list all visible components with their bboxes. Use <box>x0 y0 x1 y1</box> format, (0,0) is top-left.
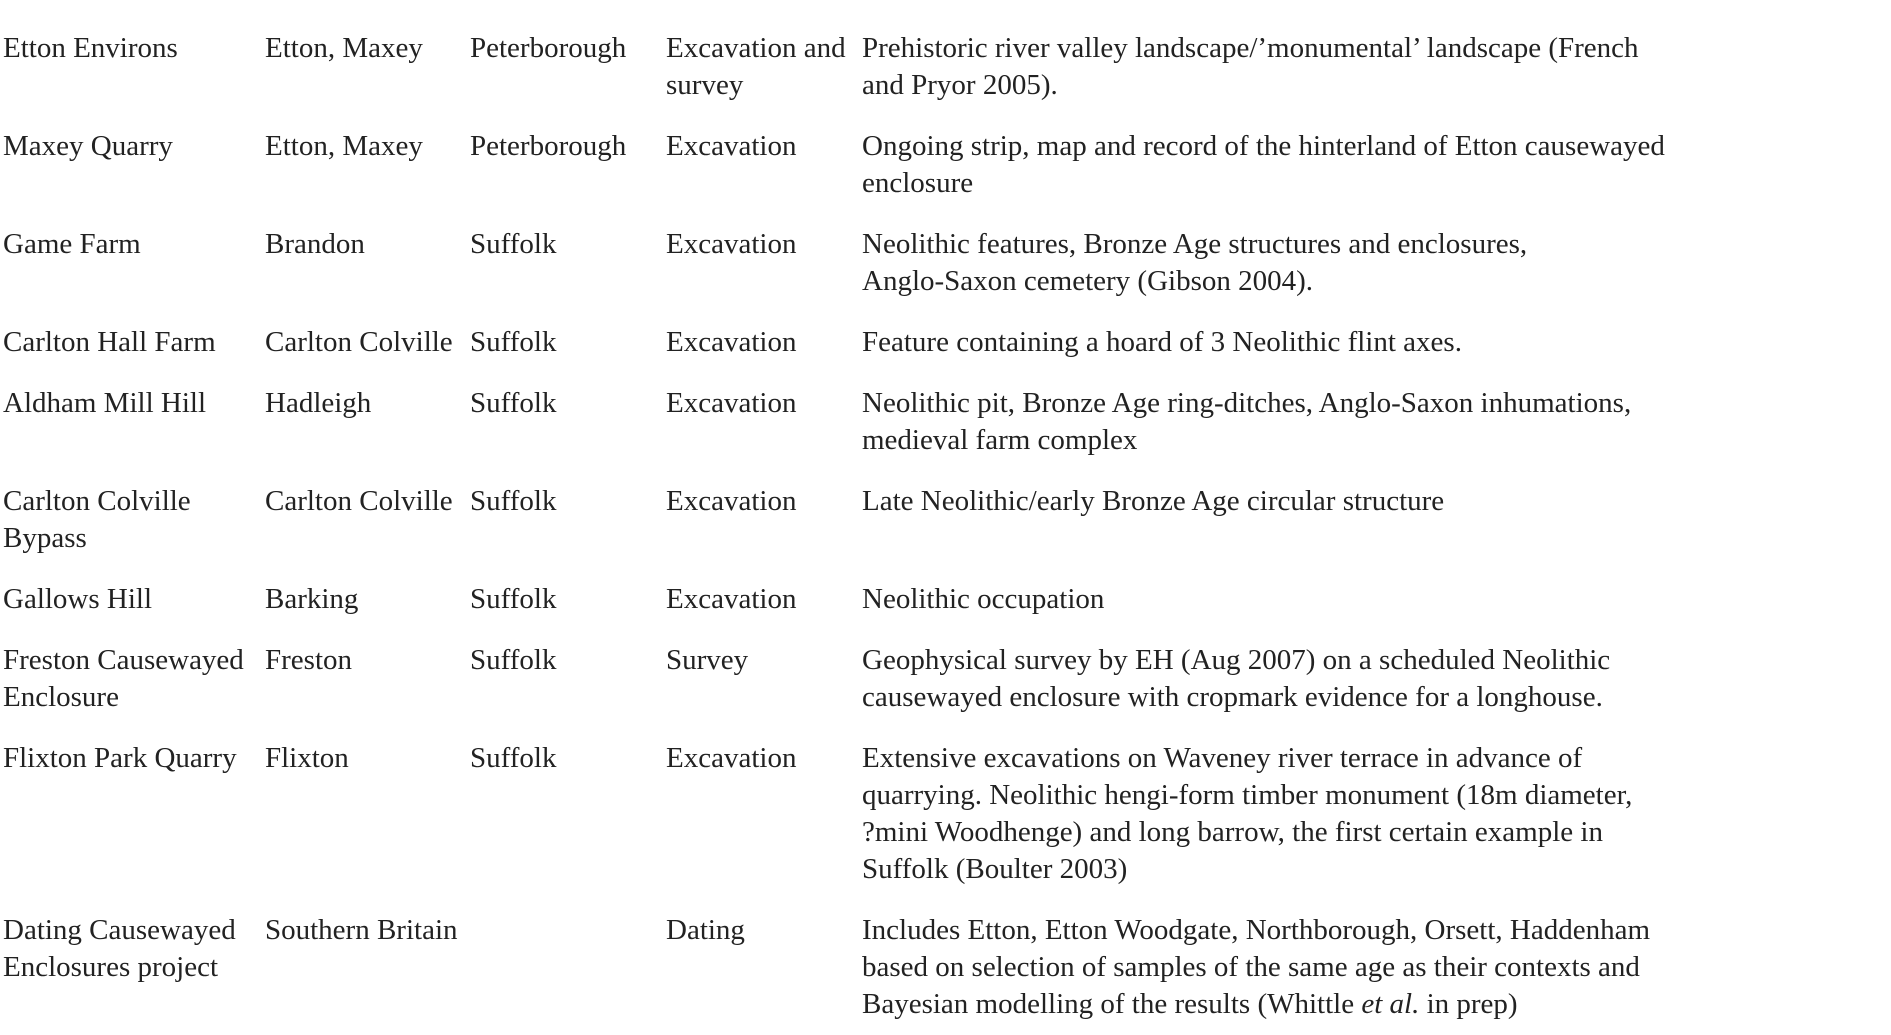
description-line: Neolithic features, Bronze Age structures and enclosures, <box>862 228 1528 260</box>
parish-cell: Etton, Maxey <box>265 32 423 64</box>
county-cell: Suffolk <box>470 583 557 615</box>
description-cell <box>862 214 1891 312</box>
work-type-cell: Excavation <box>666 228 797 260</box>
site-name-cell: Etton Environs <box>3 32 178 64</box>
parish-cell: Freston <box>265 644 352 676</box>
county-cell: Suffolk <box>470 742 557 774</box>
work-type-cell: Dating <box>666 914 745 946</box>
site-name-cell: Gallows Hill <box>3 583 153 615</box>
description-cell <box>862 0 1891 116</box>
parish-cell: Hadleigh <box>265 387 372 419</box>
description-cell <box>862 630 1891 728</box>
description-cell <box>862 471 1891 569</box>
description-cell <box>862 569 1891 630</box>
site-name-cell: Carlton Colville Bypass <box>3 485 191 554</box>
description-line: Prehistoric river valley landscape/’monumental’ landscape (French <box>862 32 1639 64</box>
description-line: medieval farm complex <box>862 424 1138 456</box>
description-line: Geophysical survey by EH (Aug 2007) on a scheduled Neolithic <box>862 644 1611 676</box>
description-cell <box>862 900 1891 1035</box>
county-cell: Suffolk <box>470 387 557 419</box>
parish-cell: Southern Britain <box>265 914 458 946</box>
description-line: enclosure <box>862 167 974 199</box>
table-row <box>0 0 1891 116</box>
citation-text: Bayesian modelling of the results (Whittle <box>862 988 1362 1020</box>
table-row <box>0 900 1891 1035</box>
work-type-cell: Excavation <box>666 583 797 615</box>
county-cell: Peterborough <box>470 32 627 64</box>
description-line: Ongoing strip, map and record of the hinterland of Etton causewayed <box>862 130 1665 162</box>
table-row <box>0 471 1891 569</box>
description-cell <box>862 116 1891 214</box>
description-line: Neolithic occupation <box>862 583 1105 615</box>
description-line: Late Neolithic/early Bronze Age circular structure <box>862 485 1445 517</box>
description-line: and Pryor 2005). <box>862 69 1058 101</box>
parish-cell: Barking <box>265 583 359 615</box>
table-row <box>0 373 1891 471</box>
citation-text: in prep) <box>1419 988 1518 1020</box>
work-type-cell: Excavation <box>666 326 797 358</box>
table-row <box>0 312 1891 373</box>
work-type-cell: Excavation <box>666 485 797 517</box>
county-cell: Suffolk <box>470 644 557 676</box>
table-row <box>0 630 1891 728</box>
description-line: Neolithic pit, Bronze Age ring-ditches, Anglo-Saxon inhumations, <box>862 387 1632 419</box>
county-cell: Suffolk <box>470 326 557 358</box>
parish-cell: Carlton Colville <box>265 485 453 517</box>
work-type-cell: Excavation and survey <box>666 32 846 101</box>
table-row <box>0 214 1891 312</box>
description-line: Suffolk (Boulter 2003) <box>862 853 1128 885</box>
county-cell: Suffolk <box>470 228 557 260</box>
description-line: quarrying. Neolithic hengi-form timber monument (18m diameter, <box>862 779 1633 811</box>
description-line: Extensive excavations on Waveney river terrace in advance of <box>862 742 1583 774</box>
site-name-cell: Maxey Quarry <box>3 130 173 162</box>
county-cell: Peterborough <box>470 130 627 162</box>
site-name-cell: Carlton Hall Farm <box>3 326 216 358</box>
description-line <box>862 986 1888 1023</box>
description-cell <box>862 373 1891 471</box>
work-type-cell: Excavation <box>666 387 797 419</box>
description-line: ?mini Woodhenge) and long barrow, the first certain example in <box>862 816 1603 848</box>
citation-italic: et al. <box>1361 988 1420 1020</box>
description-line: Includes Etton, Etton Woodgate, Northborough, Orsett, Haddenham <box>862 914 1651 946</box>
description-line: Anglo-Saxon cemetery (Gibson 2004). <box>862 265 1314 297</box>
table-row <box>0 569 1891 630</box>
site-name-cell: Freston Causewayed Enclosure <box>3 644 244 713</box>
parish-cell: Brandon <box>265 228 365 260</box>
work-type-cell: Excavation <box>666 130 797 162</box>
description-cell <box>862 312 1891 373</box>
parish-cell: Carlton Colville <box>265 326 453 358</box>
site-name-cell: Game Farm <box>3 228 141 260</box>
parish-cell: Flixton <box>265 742 349 774</box>
work-type-cell: Survey <box>666 644 749 676</box>
county-cell: Suffolk <box>470 485 557 517</box>
description-line: Feature containing a hoard of 3 Neolithic flint axes. <box>862 326 1462 358</box>
description-cell <box>862 728 1891 900</box>
county-cell <box>470 900 666 1035</box>
description-line: based on selection of samples of the same age as their contexts and <box>862 951 1640 983</box>
parish-cell: Etton, Maxey <box>265 130 423 162</box>
table-row <box>0 116 1891 214</box>
work-type-cell: Excavation <box>666 742 797 774</box>
site-name-cell: Dating Causewayed Enclosures project <box>3 914 236 983</box>
site-name-cell: Flixton Park Quarry <box>3 742 237 774</box>
site-name-cell: Aldham Mill Hill <box>3 387 206 419</box>
table-row <box>0 728 1891 900</box>
description-line: causewayed enclosure with cropmark evidence for a longhouse. <box>862 681 1603 713</box>
